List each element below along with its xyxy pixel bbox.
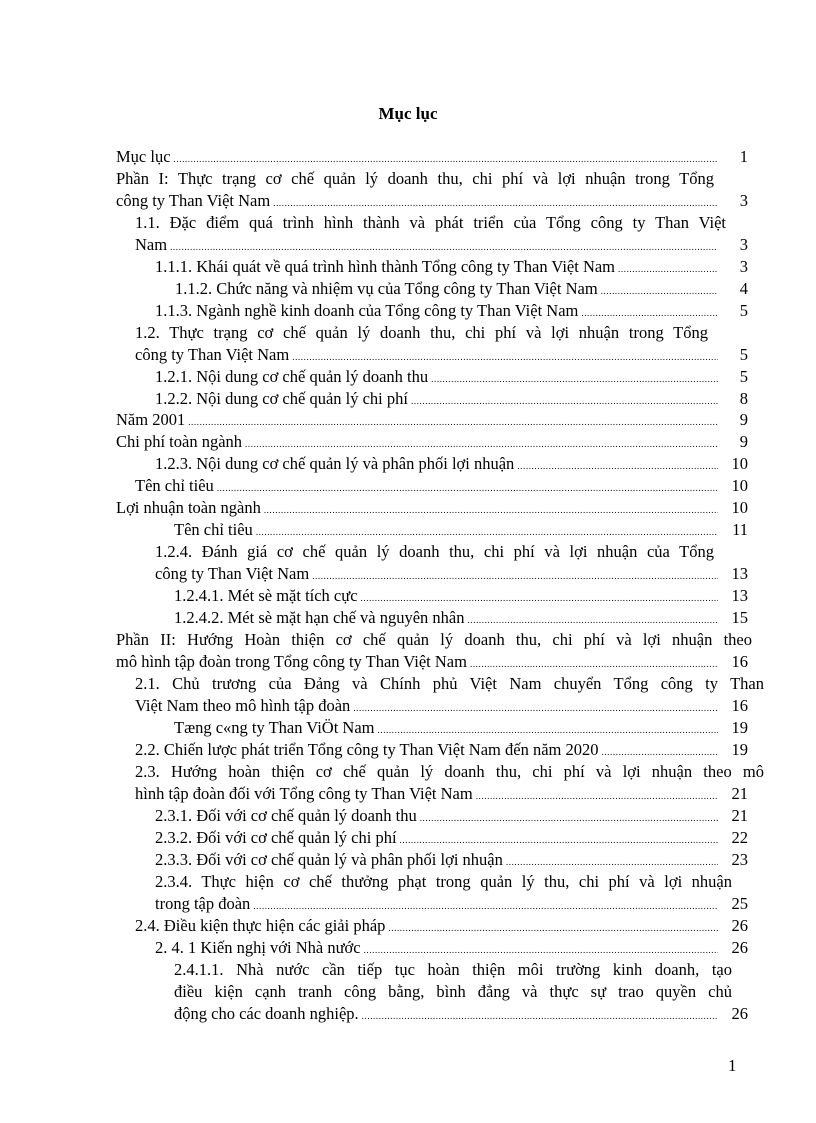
toc-page-number: 13 — [731, 586, 748, 605]
toc-line[interactable]: 2.1. Chủ trương của Đảng và Chính phủ Việt Nam chuyển Tổng công ty Than — [135, 674, 764, 693]
toc-page-number: 23 — [731, 850, 748, 869]
toc-page-number: 9 — [739, 432, 748, 451]
toc-page-number: 21 — [731, 784, 748, 803]
toc-page-number: 5 — [739, 367, 748, 386]
toc-page-number: 19 — [731, 740, 748, 759]
toc-entry-text: 2.2. Chiến lược phát triển Tổng công ty Than Việt Nam đến năm 2020 — [135, 740, 599, 759]
toc-entry-text: 2.4. Điều kiện thực hiện các giải pháp — [135, 916, 386, 935]
dot-leader — [353, 697, 718, 719]
toc-entry-text: mô hình tập đoàn trong Tổng công ty Than Việt Nam — [116, 652, 467, 671]
toc-line[interactable] — [174, 585, 748, 607]
dot-leader — [364, 939, 718, 961]
toc-entry-text: 1.2.3. Nội dung cơ chế quản lý và phân phối lợi nhuận — [155, 454, 515, 473]
toc-page-number: 21 — [731, 806, 748, 825]
toc-entry-text: Mục lục — [116, 147, 171, 166]
dot-leader — [420, 807, 718, 829]
toc-line[interactable] — [155, 849, 748, 871]
toc-page-number: 26 — [731, 916, 748, 935]
dot-leader — [170, 236, 718, 258]
dot-leader — [361, 587, 718, 609]
toc-entry-text: động cho các doanh nghiệp. — [174, 1004, 359, 1023]
toc-page-number: 10 — [731, 498, 748, 517]
toc-page-number: 25 — [731, 894, 748, 913]
toc-line[interactable] — [135, 739, 748, 761]
toc-line[interactable]: 1.2. Thực trạng cơ chế quản lý doanh thu, chi phí và lợi nhuận trong Tổng — [135, 323, 708, 342]
dot-leader — [601, 280, 718, 302]
toc-line[interactable] — [135, 475, 748, 497]
toc-entry-text: hình tập đoàn đối với Tổng công ty Than Việt Nam — [135, 784, 473, 803]
dot-leader — [253, 895, 718, 917]
toc-line[interactable] — [155, 937, 748, 959]
dot-leader — [601, 741, 718, 763]
toc-entry-text: công ty Than Việt Nam — [116, 191, 271, 210]
toc-entry-text: 1.2.2. Nội dung cơ chế quản lý chi phí — [155, 389, 408, 408]
toc-page-number: 4 — [739, 279, 748, 298]
dot-leader — [264, 499, 718, 521]
toc-line[interactable]: 2.3. Hướng hoàn thiện cơ chế quản lý doanh thu, chi phí và lợi nhuận theo mô — [135, 762, 764, 781]
toc-page-number: 9 — [739, 410, 748, 429]
dot-leader — [618, 258, 718, 280]
toc-page-number: 1 — [739, 147, 748, 166]
toc-entry-text: Lợi nhuận toàn ngành — [116, 498, 261, 517]
toc-entry-text: Tên chỉ tiêu — [174, 520, 253, 539]
toc-entry-text: Chi phí toàn ngành — [116, 432, 243, 451]
toc-line[interactable] — [155, 388, 748, 410]
toc-line[interactable]: Phần II: Hướng Hoàn thiện cơ chế quản lý doanh thu, chi phí và lợi nhuận theo — [116, 630, 752, 649]
toc-line[interactable] — [116, 409, 748, 431]
toc-entry-text: 1.2.4.1. Mét sè mặt tích cực — [174, 586, 358, 605]
toc-line[interactable] — [135, 344, 748, 366]
dot-leader — [468, 609, 718, 631]
toc-line[interactable] — [174, 607, 748, 629]
toc-line[interactable]: 2.3.4. Thực hiện cơ chế thưởng phạt trong quản lý thu, chi phí và lợi nhuận — [155, 872, 732, 891]
toc-line[interactable]: 1.2.4. Đánh giá cơ chế quản lý doanh thu, chi phí và lợi nhuận của Tổng — [155, 542, 714, 561]
dot-leader — [174, 148, 718, 170]
toc-line[interactable] — [155, 300, 748, 322]
toc-page-number: 10 — [731, 476, 748, 495]
toc-line[interactable] — [135, 234, 748, 256]
toc-line[interactable] — [155, 805, 748, 827]
toc-entry-text: Tên chỉ tiêu — [135, 476, 214, 495]
toc-line[interactable] — [174, 1003, 748, 1025]
toc-line[interactable] — [116, 497, 748, 519]
toc-page-number: 5 — [739, 345, 748, 364]
dot-leader — [362, 1005, 718, 1027]
toc-entry-text: 2.3.2. Đối với cơ chế quản lý chi phí — [155, 828, 397, 847]
toc-page-number: 26 — [731, 1004, 748, 1023]
dot-leader — [470, 653, 718, 675]
dot-leader — [292, 346, 718, 368]
dot-leader — [273, 192, 718, 214]
dot-leader — [245, 433, 718, 455]
toc-page-number: 19 — [731, 718, 748, 737]
toc-entry-text: 1.1.3. Ngành nghề kinh doanh của Tổng công ty Than Việt Nam — [155, 301, 579, 320]
toc-page-number: 22 — [731, 828, 748, 847]
toc-page-number: 13 — [731, 564, 748, 583]
toc-line[interactable] — [155, 366, 748, 388]
toc-page-number: 8 — [739, 389, 748, 408]
toc-page-number: 5 — [739, 301, 748, 320]
dot-leader — [256, 521, 718, 543]
toc-entry-text: 1.1.2. Chức năng và nhiệm vụ của Tổng công ty Than Việt Nam — [175, 279, 598, 298]
toc-entry-text: Tæng c«ng ty Than ViÖt Nam — [174, 718, 375, 737]
toc-page-number: 11 — [732, 520, 748, 539]
toc-line[interactable] — [135, 695, 748, 717]
toc-entry-text: Năm 2001 — [116, 410, 186, 429]
dot-leader — [400, 829, 718, 851]
toc-page-number: 16 — [731, 652, 748, 671]
toc-title: Mục lục — [378, 104, 438, 123]
toc-entry-text: 2.3.3. Đối với cơ chế quản lý và phân phối lợi nhuận — [155, 850, 503, 869]
toc-entry-text: Nam — [135, 235, 168, 254]
toc-line[interactable] — [135, 915, 748, 937]
toc-entry-text: 1.2.4.2. Mét sè mặt hạn chế và nguyên nhân — [174, 608, 465, 627]
dot-leader — [217, 477, 718, 499]
toc-line[interactable] — [116, 146, 748, 168]
dot-leader — [388, 917, 718, 939]
dot-leader — [378, 719, 718, 741]
dot-leader — [431, 368, 718, 390]
toc-entry-text: Việt Nam theo mô hình tập đoàn — [135, 696, 351, 715]
toc-line[interactable] — [155, 453, 748, 475]
toc-line[interactable]: Phần I: Thực trạng cơ chế quản lý doanh thu, chi phí và lợi nhuận trong Tổng — [116, 169, 714, 188]
toc-page-number: 16 — [731, 696, 748, 715]
toc-line[interactable] — [155, 827, 748, 849]
toc-page-number: 26 — [731, 938, 748, 957]
toc-page-number: 3 — [739, 257, 748, 276]
toc-entry-text: 2. 4. 1 Kiến nghị với Nhà nước — [155, 938, 361, 957]
toc-line[interactable] — [155, 893, 748, 915]
toc-page-number: 15 — [731, 608, 748, 627]
toc-page-number: 3 — [739, 235, 748, 254]
toc-line[interactable] — [116, 190, 748, 212]
toc-line[interactable] — [174, 717, 748, 739]
dot-leader — [188, 411, 718, 433]
toc-line[interactable] — [175, 278, 748, 300]
toc-entry-text: 1.2.1. Nội dung cơ chế quản lý doanh thu — [155, 367, 429, 386]
toc-line[interactable] — [135, 783, 748, 805]
toc-entry-text: công ty Than Việt Nam — [135, 345, 290, 364]
toc-line[interactable]: 2.4.1.1. Nhà nước cần tiếp tục hoàn thiện môi trường kinh doanh, tạo — [174, 960, 732, 979]
toc-entry-text: công ty Than Việt Nam — [155, 564, 310, 583]
toc-entry-text: 2.3.1. Đối với cơ chế quản lý doanh thu — [155, 806, 417, 825]
toc-line[interactable]: điều kiện cạnh tranh công bằng, bình đẳng và thực sự trao quyền chủ — [174, 982, 732, 1001]
toc-entry-text: 1.1.1. Khái quát về quá trình hình thành Tổng công ty Than Việt Nam — [155, 257, 616, 276]
toc-line[interactable] — [174, 519, 748, 541]
toc-line[interactable] — [155, 256, 748, 278]
page-number: 1 — [728, 1056, 737, 1075]
dot-leader — [581, 302, 718, 324]
toc-page-number: 10 — [731, 454, 748, 473]
dot-leader — [506, 851, 718, 873]
toc-line[interactable] — [116, 651, 748, 673]
dot-leader — [517, 455, 718, 477]
toc-line[interactable] — [116, 431, 748, 453]
dot-leader — [476, 785, 718, 807]
toc-line[interactable] — [155, 563, 748, 585]
toc-page-number: 3 — [739, 191, 748, 210]
toc-entry-text: trong tập đoàn — [155, 894, 251, 913]
toc-line[interactable]: 1.1. Đặc điểm quá trình hình thành và phát triển của Tổng công ty Than Việt — [135, 213, 726, 232]
dot-leader — [312, 565, 718, 587]
